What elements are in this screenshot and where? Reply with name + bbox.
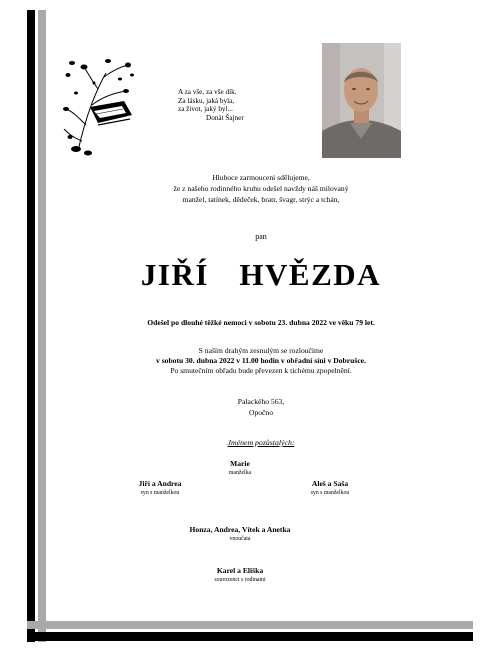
border-black-horizontal [27,632,473,641]
relative-role: vnoučata [229,536,251,542]
poem-line: Za lásku, jaká byla, [178,96,235,105]
relative-name: Aleš a Saša [311,479,349,488]
intro-line: manžel, tatínek, dědeček, bratr, švagr, strýc a tchán, [182,195,340,204]
intro-text [46,172,476,205]
death-notice: Odešel po dlouhé těžké nemoci v sobotu 23. dubna 2022 ve věku 79 let. [147,318,375,327]
relative-role: syn s manželkou [140,490,180,496]
relative-son-jiri [110,479,210,496]
poem-line: za život, jaký byl... [178,105,233,114]
poem-author: Donát Šajner [206,113,244,122]
relative-name: Jiří a Andrea [138,479,182,488]
salutation: pan [255,232,267,241]
flower-book-icon [62,53,136,157]
poem [178,88,244,122]
border-gray-vertical [38,10,46,642]
border-gray-horizontal [27,621,473,629]
relative-name: Marie [230,459,250,468]
relative-grandchildren [140,525,340,542]
farewell-info [46,346,476,376]
relative-son-ales [280,479,380,496]
farewell-line: Po smutečním obřadu bude převezen k tichému zpopelnění. [170,366,352,375]
address-line: Palackého 563, [237,397,285,406]
relative-role: sourozenci s rodinami [214,577,266,583]
poem-line: A za vše, za vše dík. [178,88,237,96]
farewell-line: v sobotu 30. dubna 2022 v 11.00 hodin v obřadní síni v Dobrušce. [156,356,366,365]
relative-widow [190,459,290,476]
relative-role: syn s manželkou [310,490,350,496]
deceased-name: JIŘÍ HVĚZDA [140,257,382,292]
survivors-heading: Jménem pozůstalých: [227,438,295,447]
portrait-photo [322,43,401,158]
address-line: Opočno [248,408,274,417]
border-black-vertical [27,10,35,642]
intro-line: Hluboce zarmouceni sdělujeme, [212,173,310,182]
relative-siblings [170,566,310,583]
relative-name: Honza, Andrea, Vítek a Anetka [189,525,291,534]
farewell-line: S naším drahým zesnulým se rozloučíme [198,346,324,355]
relative-name: Karel a Eliška [216,566,264,575]
address [46,396,476,418]
relative-role: manželka [228,470,252,476]
intro-line: že z našeho rodinného kruhu odešel navždy náš milovaný [173,184,349,193]
